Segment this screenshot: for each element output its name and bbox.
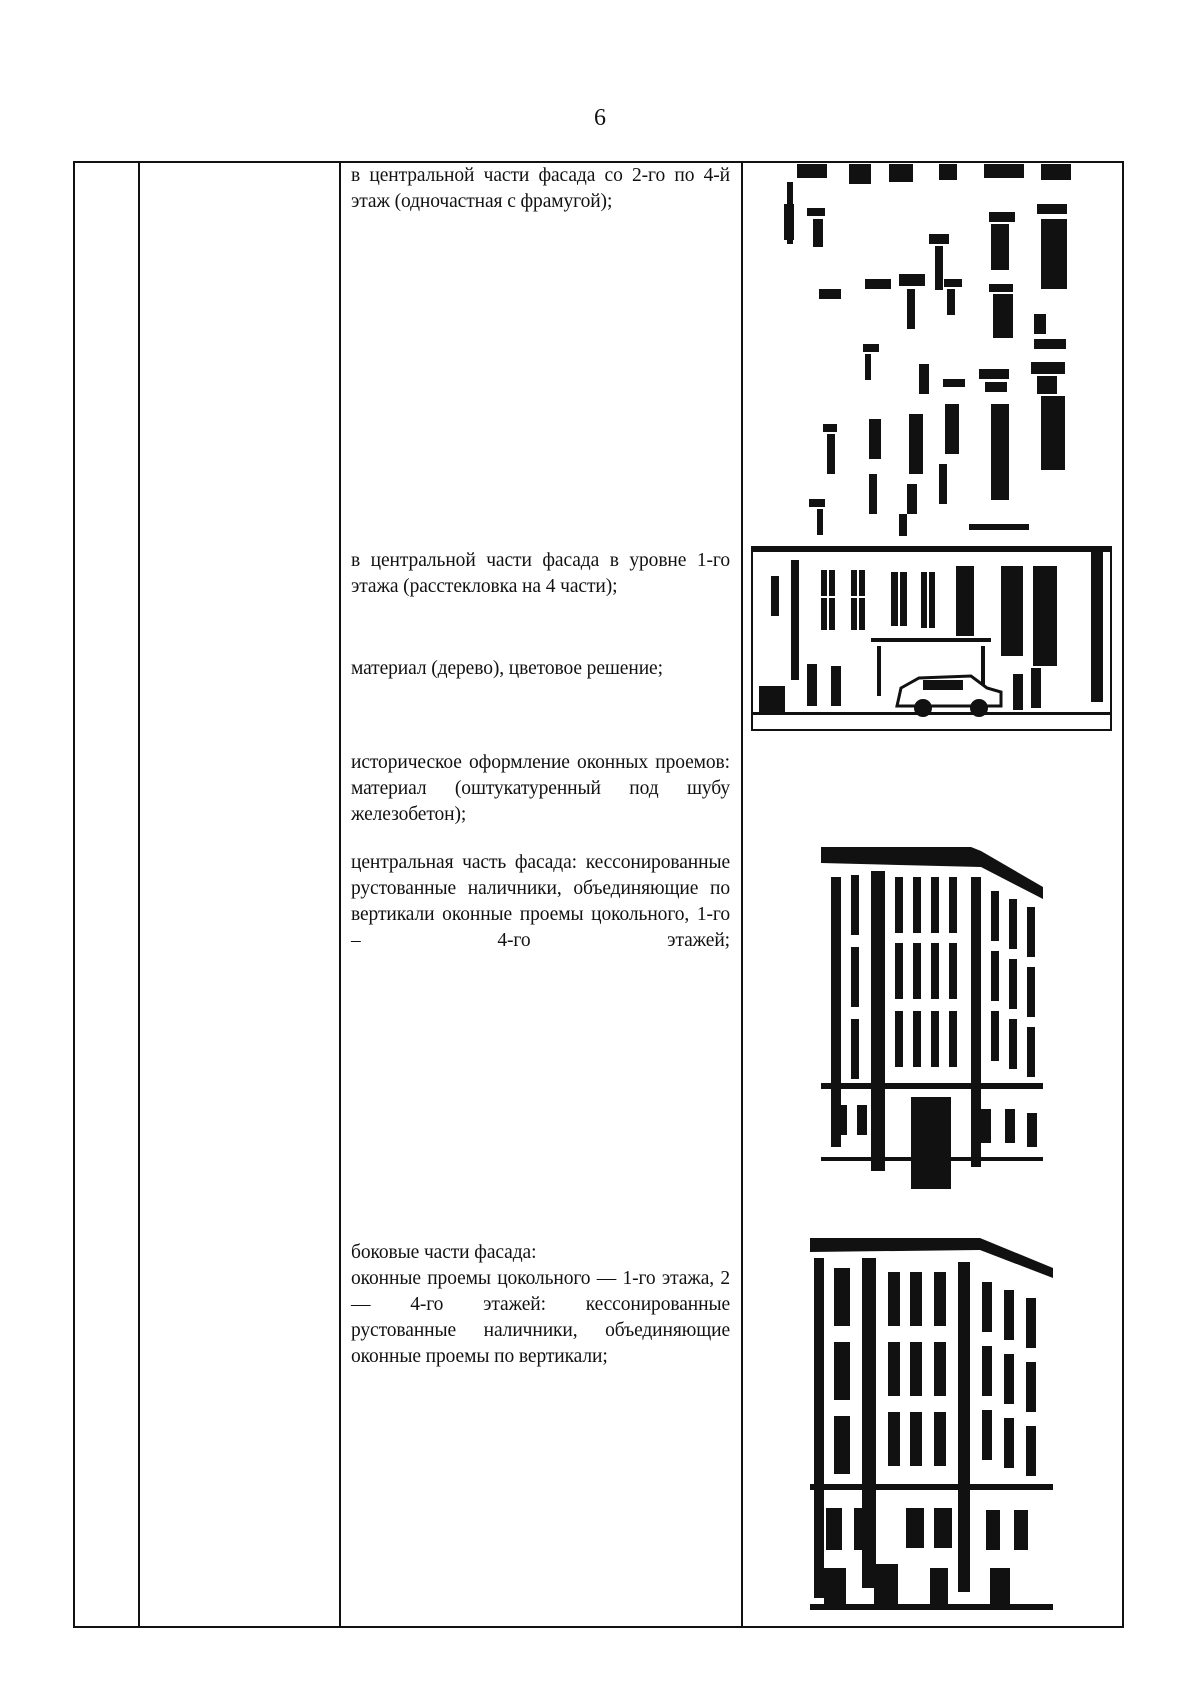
row-6-block xyxy=(351,1240,730,1370)
row-1-text: в центральной части фасада со 2-го по 4-й этаж (одночастная с фрамугой); xyxy=(351,165,730,212)
table-column-divider-1 xyxy=(138,161,140,1628)
row-5-text: центральная часть фасада: кессонированные рустованные наличники, объединяющие по вертикали оконные проемы цокольного, 1-го – 4-го этажей; xyxy=(351,852,730,951)
row-3-text: материал (дерево), цветовое решение; xyxy=(351,658,663,679)
row-2-text: в центральной части фасада в уровне 1-го этажа (расстекловка на 4 части); xyxy=(351,550,730,597)
row-6-text: оконные проемы цокольного — 1-го этажа, 2 — 4-го этажей: кессонированные рустованные наличники, объединяющие оконные проемы по вертикали; xyxy=(351,1268,730,1367)
table-column-divider-3 xyxy=(741,161,743,1628)
row-6-heading: боковые части фасада: xyxy=(351,1242,537,1263)
page-number: 6 xyxy=(594,105,606,131)
building-side-facade-photo xyxy=(810,1238,1053,1614)
building-ground-floor-street-photo xyxy=(751,546,1112,731)
row-4-text: историческое оформление оконных проемов: материал (оштукатуренный под шубу железобетон); xyxy=(351,752,730,825)
building-central-facade-photo xyxy=(821,847,1043,1189)
table-column-divider-2 xyxy=(339,161,341,1628)
row-5-text-justified xyxy=(351,850,730,954)
building-facade-upper-floors-photo xyxy=(779,164,1079,536)
